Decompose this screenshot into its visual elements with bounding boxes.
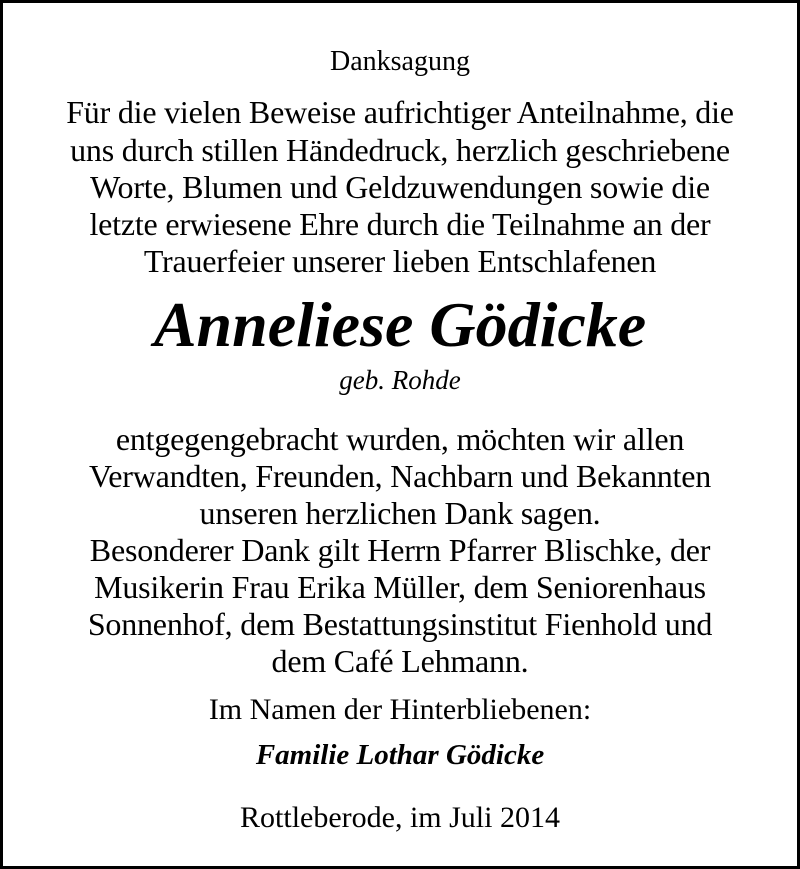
thanks-line: Sonnenhof, dem Bestattungsinstitut Fienhold und xyxy=(87,606,713,642)
thanks-line: dem Café Lehmann. xyxy=(271,643,529,679)
on-behalf-text: Im Namen der Hinterbliebenen: xyxy=(208,693,592,726)
place-date: Rottleberode, im Juli 2014 xyxy=(240,801,560,834)
intro-line: Trauerfeier unserer lieben Entschlafenen xyxy=(143,243,657,279)
maiden-name: geb. Rohde xyxy=(339,365,461,395)
intro-line: Worte, Blumen und Geldzuwendungen sowie die xyxy=(90,169,710,205)
thanks-line: entgegengebracht wurden, möchten wir allen xyxy=(115,421,685,457)
thanks-line: unseren herzlichen Dank sagen. xyxy=(199,495,601,531)
intro-line: uns durch stillen Händedruck, herzlich geschriebene xyxy=(70,132,730,168)
notice-heading: Danksagung xyxy=(330,46,470,77)
deceased-name: Anneliese Gödicke xyxy=(153,289,647,360)
intro-line: letzte erwiesene Ehre durch die Teilnahme an der xyxy=(89,206,711,242)
thanks-line: Besonderer Dank gilt Herrn Pfarrer Blischke, der xyxy=(89,532,711,568)
thanks-line: Verwandten, Freunden, Nachbarn und Bekannten xyxy=(88,458,712,494)
intro-line: Für die vielen Beweise aufrichtiger Anteilnahme, die xyxy=(66,94,734,130)
family-signature: Familie Lothar Gödicke xyxy=(255,739,545,771)
thanks-line: Musikerin Frau Erika Müller, dem Seniorenhaus xyxy=(94,569,706,605)
